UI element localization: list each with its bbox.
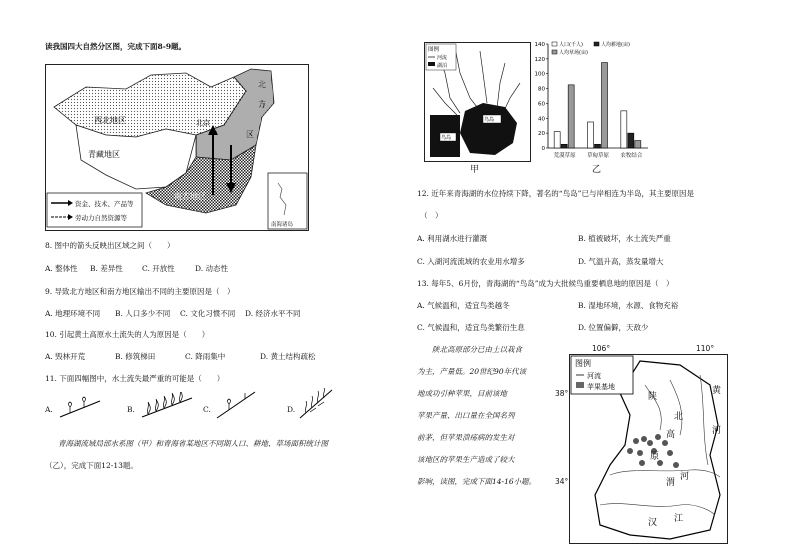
- passage2-line6: 该地区的苹果生产造成了较大: [417, 455, 515, 464]
- q12-blank: （ ）: [420, 211, 443, 220]
- shaanbei-map-svg: [570, 355, 727, 543]
- label-north-1: 北: [258, 80, 266, 89]
- map3-label-yuan: 原: [650, 452, 660, 462]
- bar-1-0: [588, 122, 594, 148]
- q9-opt-a: A. 地理环境不同: [45, 309, 101, 318]
- legend-swatch-2: [552, 50, 557, 54]
- passage1-line1: 青海湖流域局部水系图（甲）和青海省某地区不同期人口、耕地、草场面积统计图: [58, 439, 328, 448]
- y-tick-label: 120: [534, 56, 545, 63]
- map3-legend-apple: 苹果基地: [587, 383, 615, 391]
- q10-stem: 10. 引起黄土高原水土流失的人为原因是（ ）: [45, 330, 210, 339]
- q12-opt-c: C. 入湖河流流域的农业用水增多: [417, 257, 525, 266]
- bar-0-2: [568, 85, 574, 148]
- china-map-svg: [46, 65, 308, 230]
- legend-labor: 劳动力自然资源等: [75, 214, 127, 222]
- legend-swatch-0: [552, 42, 557, 46]
- bar-0-0: [554, 132, 560, 148]
- bar-2-2: [635, 141, 641, 148]
- q8-opt-d: D. 动态性: [195, 264, 229, 273]
- map3-legend-river: 河流: [587, 372, 601, 380]
- q13-opt-b: B. 湿地环境，水源、食物充裕: [578, 301, 679, 310]
- lake-map-svg: [425, 43, 530, 161]
- y-tick-label: 140: [534, 42, 545, 48]
- q12-opt-d: D. 气温升高，蒸发量增大: [578, 257, 664, 266]
- q12-opt-a: A. 利用湖水进行灌溉: [417, 234, 488, 243]
- china-region-map: [45, 64, 309, 231]
- passage2-line5: 前茅，但苹果溃疡病的发生对: [417, 433, 515, 442]
- lake-shape: [460, 103, 517, 155]
- lon-106: 106°: [592, 344, 611, 353]
- q10-opt-c: C. 降雨集中: [185, 352, 226, 361]
- map3-label-jiang: 江: [674, 514, 684, 524]
- q9-stem: 9. 导致北方地区和南方地区输出不同的主要原因是（ ）: [45, 287, 235, 296]
- map3-label-han: 汉: [648, 518, 658, 528]
- label-north-3: 区: [246, 130, 254, 139]
- slope-c: [215, 390, 265, 420]
- category-label: 荒漠草原: [553, 153, 576, 159]
- label-tibet: 青藏地区: [88, 150, 120, 159]
- map3-label-he1: 河: [712, 426, 722, 436]
- legend-swatch-1: [594, 42, 599, 46]
- lake-legend-river: 河流: [437, 55, 448, 61]
- y-tick-label: 0: [541, 146, 545, 152]
- legend-label-1: 人均耕地(亩): [601, 42, 630, 48]
- bar-0-1: [561, 144, 567, 148]
- q11-opt-c: C.: [203, 405, 211, 414]
- map3-legend-title: 图例: [575, 359, 591, 368]
- map3-label-huang: 黄: [712, 386, 722, 396]
- legend-label-0: 人口(千人): [559, 42, 583, 48]
- q8-stem: 8. 图中的箭头反映出区域之间（ ）: [45, 241, 175, 250]
- category-label: 草甸草原: [586, 153, 610, 159]
- lake-legend-lake: 湖泊: [437, 63, 448, 69]
- passage2-line4: 苹果产量、出口量在全国名列: [417, 411, 515, 420]
- label-north-2: 方: [258, 100, 266, 109]
- q11-stem: 11. 下面四幅图中，水土流失最严重的可能是（ ）: [45, 374, 225, 383]
- q10-opt-a: A. 毁林开荒: [45, 352, 86, 361]
- map3-label-gao: 高: [666, 430, 676, 440]
- q13-opt-d: D. 位置偏僻，天敌少: [578, 323, 649, 332]
- q8-opt-c: C. 开放性: [142, 264, 175, 273]
- q9-opt-d: D. 经济水平不同: [245, 309, 301, 318]
- label-bird-island-2: 鸟岛: [441, 135, 452, 141]
- q10-opt-d: D. 黄土结构疏松: [260, 352, 316, 361]
- y-tick-label: 80: [538, 86, 545, 93]
- q9-opt-c: C. 文化习惯不同: [180, 309, 236, 318]
- map3-label-wei: 渭: [666, 478, 676, 488]
- q11-opt-a: A.: [45, 405, 53, 414]
- y-tick-label: 60: [538, 101, 545, 108]
- shaanbei-map: [569, 354, 728, 544]
- lon-110: 110°: [696, 344, 715, 353]
- q10-opt-b: B. 修筑梯田: [115, 352, 156, 361]
- bar-1-1: [595, 144, 601, 148]
- q11-opt-b: B.: [127, 405, 135, 414]
- q12-opt-b: B. 植被破坏，水土流失严重: [578, 234, 671, 243]
- slope-b: [140, 392, 195, 420]
- caption-jia: 甲: [470, 165, 480, 175]
- label-beijing: 北京: [196, 119, 210, 127]
- passage2-line1: 陕北高原部分已由土以栽食: [432, 345, 522, 354]
- inset-label: 南海诸岛: [271, 222, 294, 228]
- q8-opt-a: A. 整体性: [45, 264, 78, 273]
- lat-38: 38°: [555, 389, 569, 398]
- label-northwest: 西北地区: [94, 116, 126, 125]
- caption-yi: 乙: [592, 165, 602, 175]
- legend-label-2: 人均草场(亩): [559, 50, 588, 56]
- bar-2-0: [621, 111, 627, 148]
- map3-label-he2: 河: [680, 472, 690, 482]
- q13-opt-a: A. 气候温和，适宜鸟类越冬: [417, 301, 510, 310]
- q9-opt-b: B. 人口多少不同: [115, 309, 171, 318]
- q12-stem: 12. 近年来青海湖的水位持续下降，著名的“鸟岛”已与岸相连为半岛，其主要原因是: [417, 189, 694, 198]
- label-south: 南方地区: [174, 192, 206, 201]
- population-bar-chart: [532, 40, 652, 164]
- y-tick-label: 20: [538, 131, 545, 138]
- map3-label-bei: 北: [674, 412, 684, 422]
- q11-opt-d: D.: [287, 405, 296, 414]
- label-bird-island-1: 鸟岛: [484, 117, 495, 123]
- passage2-line2: 为主，产量低。20世纪90年代该: [417, 367, 527, 376]
- slope-d: [298, 388, 348, 420]
- legend-capital: 资金、技术、产品等: [75, 200, 134, 208]
- passage1-line2: （乙），完成下面12-13题。: [45, 461, 138, 470]
- q13-stem: 13. 每年5、6月份，青海湖的“鸟岛”成为大批候鸟重要栖息地的原因是（ ）: [417, 279, 674, 288]
- category-label: 农牧结合: [620, 153, 643, 159]
- y-tick-label: 100: [534, 71, 545, 78]
- intro-text: 读我国四大自然分区图，完成下面8-9题。: [45, 42, 187, 51]
- passage2-line3: 地成功引种苹果，目前该地: [417, 389, 507, 398]
- lake-map: [424, 42, 531, 162]
- slope-a: [58, 395, 103, 420]
- bar-1-2: [602, 63, 608, 148]
- passage2-line7: 影响，读图，完成下面14-16小题。: [417, 477, 537, 486]
- y-tick-label: 40: [538, 116, 545, 123]
- lat-34: 34°: [555, 477, 569, 486]
- q13-opt-c: C. 气候温和，适宜鸟类繁衍生息: [417, 323, 525, 332]
- lake-legend-title: 图例: [428, 47, 440, 53]
- q8-opt-b: B. 差异性: [90, 264, 123, 273]
- map3-label-shaan: 陕: [648, 392, 658, 402]
- bar-2-1: [628, 133, 634, 148]
